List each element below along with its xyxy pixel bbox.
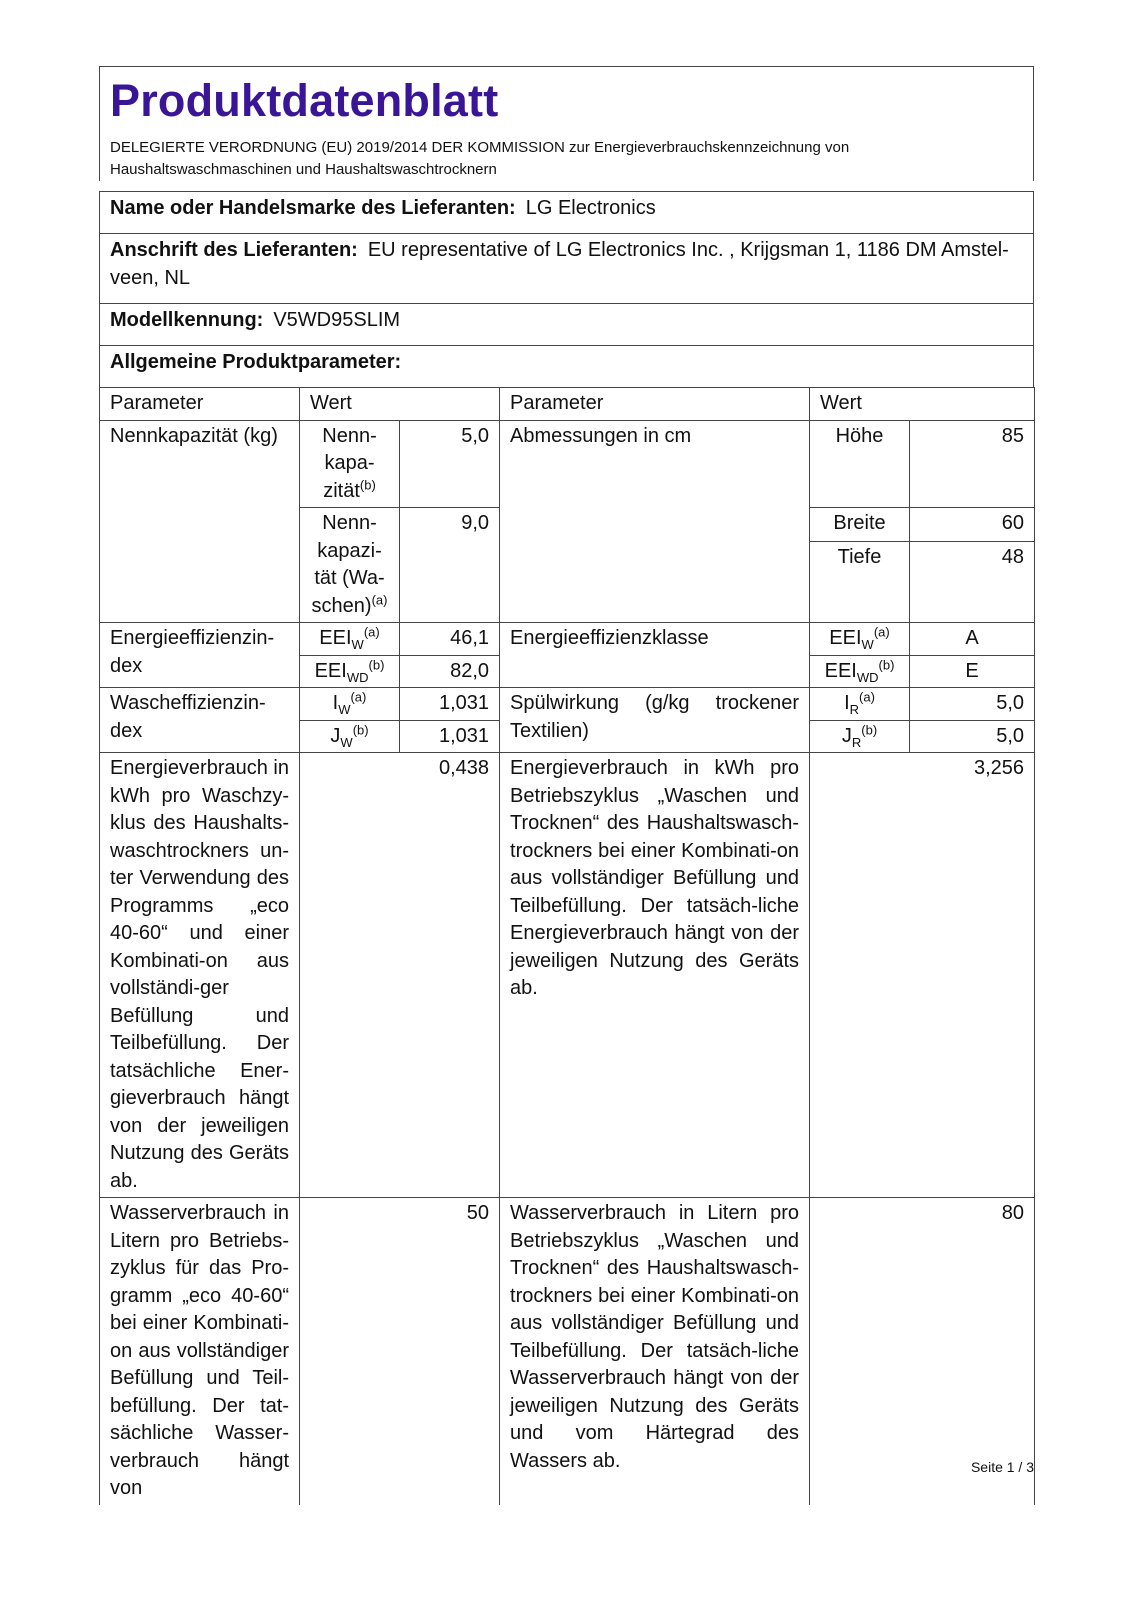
- table-header-row: [100, 388, 1035, 421]
- table-row: [100, 623, 1035, 656]
- rinse-symbol-1-mark: (a): [859, 689, 875, 705]
- general-parameters-row: [99, 345, 1034, 387]
- wash-symbol-2-mark: (b): [352, 721, 369, 737]
- wash-symbol-2-sub: W: [340, 734, 353, 750]
- wash-symbol-1-sub: W: [338, 702, 351, 717]
- eei-symbol-2-base: EEI: [314, 659, 347, 682]
- eclass-symbol-2-base: EEI: [824, 659, 857, 682]
- rinse-symbol-1-sub: R: [849, 702, 860, 717]
- address-row: [99, 233, 1034, 303]
- eei-symbol-1-mark: (a): [363, 624, 380, 640]
- table-row: [100, 753, 1035, 1198]
- table-row: [100, 1198, 1035, 1505]
- wash-symbol-1-base: I: [332, 692, 339, 714]
- water-wash-label: Wasserverbrauch in Litern pro Betriebs-zyklus für das Pro-gramm „eco 40-60“ bei einer Kombinati-on aus vollständiger Befüllung und Teil-befüllung. Der tat-sächliche Wasser-verbrauch hängt von: [100, 1198, 300, 1505]
- eei-symbol-2: [300, 655, 400, 688]
- eclass-symbol-2: [810, 655, 910, 688]
- capacity-sub2: [300, 508, 400, 623]
- page-number: Seite 1 / 3: [970, 1459, 1034, 1475]
- eclass-symbol-1: [810, 623, 910, 656]
- eclass-symbol-1-base: EEI: [829, 627, 862, 649]
- wash-value-1: 1,031: [400, 688, 500, 721]
- header-parameter-2: Parameter: [500, 388, 810, 421]
- eei-symbol-1: [300, 623, 400, 656]
- header-value-2: Wert: [810, 388, 1035, 421]
- rinse-value-2: 5,0: [910, 720, 1035, 753]
- depth-value: 48: [910, 542, 1035, 623]
- width-label: Breite: [810, 508, 910, 542]
- rinse-label: Spülwirkung (g/kg trockener Textilien): [500, 688, 810, 753]
- water-washdry-value: 80: [810, 1198, 1035, 1505]
- model-row: [99, 303, 1034, 345]
- supplier-row: [99, 191, 1034, 233]
- water-washdry-label: Wasserverbrauch in Litern pro Betriebszyklus „Waschen und Trocknen“ des Haushaltswasch-trockners bei einer Kombinati-on aus vollständiger Befüllung und Teilbefüllung. Der tatsäch-liche Wasserverbrauch hängt von der jeweiligen Nutzung des Geräts und vom Härtegrad des Wassers ab.: [500, 1198, 810, 1505]
- energy-washdry-label: Energieverbrauch in kWh pro Betriebszyklus „Waschen und Trocknen“ des Haushaltswasch-trockners bei einer Kombinati-on aus vollständiger Befüllung und Teilbefüllung. Der tatsäch-liche Energieverbrauch hängt von der jeweiligen Nutzung des Geräts ab.: [500, 753, 810, 1198]
- eei-symbol-2-sub: WD: [346, 669, 369, 685]
- energy-wash-label: Energieverbrauch in kWh pro Waschzy-klus des Haushalts-waschtrockners un-ter Verwendung des Programms „eco 40-60“ und einer Kombinati-on aus vollständi-ger Befüllung und Teilbefüllung. Der tatsächliche Ener-gieverbrauch hängt von der jeweiligen Nutzung des Geräts ab.: [100, 753, 300, 1198]
- rinse-symbol-1: [810, 688, 910, 721]
- general-parameters-heading: Allgemeine Produktparameter:: [110, 351, 402, 373]
- eei-symbol-1-base: EEI: [319, 627, 352, 649]
- eei-value-2: 82,0: [400, 655, 500, 688]
- depth-label: Tiefe: [810, 542, 910, 623]
- supplier-label: Name oder Handelsmarke des Lieferanten:: [110, 197, 516, 219]
- dimensions-label: Abmessungen in cm: [500, 420, 810, 623]
- eclass-symbol-2-mark: (b): [878, 656, 895, 672]
- eei-symbol-2-mark: (b): [368, 656, 385, 672]
- capacity-val1: 5,0: [400, 420, 500, 508]
- capacity-sub2-text: Nenn-kapazi-tät (Wa-schen): [311, 512, 385, 617]
- rinse-symbol-1-base: I: [844, 692, 850, 714]
- capacity-sub1: [300, 420, 400, 508]
- rinse-symbol-2-base: J: [841, 724, 852, 747]
- eei-value-1: 46,1: [400, 623, 500, 656]
- rinse-symbol-2-mark: (b): [861, 721, 878, 737]
- height-label: Höhe: [810, 420, 910, 508]
- eclass-value-1: A: [910, 623, 1035, 656]
- header-parameter: Parameter: [100, 388, 300, 421]
- address-label: Anschrift des Lieferanten:: [110, 239, 358, 261]
- height-value: 85: [910, 420, 1035, 508]
- product-data-sheet: [99, 66, 1034, 1505]
- capacity-sub1-mark: (b): [359, 476, 376, 492]
- table-row: [100, 688, 1035, 721]
- eclass-symbol-1-mark: (a): [873, 624, 890, 640]
- supplier-value: LG Electronics: [525, 197, 656, 219]
- wash-symbol-2-base: J: [330, 724, 341, 747]
- regulation-subtitle: DELEGIERTE VERORDNUNG (EU) 2019/2014 DER KOMMISSION zur Energieverbrauchskennzeichnung von Haushaltswaschmaschinen und Haushaltswaschtrocknern: [110, 139, 850, 178]
- table-row: [100, 420, 1035, 508]
- wash-label: Wascheffizienzin-dex: [100, 688, 300, 753]
- width-value: 60: [910, 508, 1035, 542]
- wash-symbol-1: [300, 688, 400, 721]
- eclass-label: Energieeffizienzklasse: [500, 623, 810, 688]
- eclass-value-2: E: [910, 655, 1035, 688]
- page-title: Produktdatenblatt: [110, 75, 499, 126]
- water-wash-value: 50: [300, 1198, 500, 1505]
- wash-symbol-1-mark: (a): [350, 689, 367, 705]
- capacity-sub2-mark: (a): [371, 591, 388, 607]
- energy-wash-value: 0,438: [300, 753, 500, 1198]
- eei-symbol-1-sub: W: [351, 637, 364, 652]
- parameter-table: [99, 387, 1035, 1505]
- model-value: V5WD95SLIM: [273, 309, 401, 331]
- wash-symbol-2: [300, 720, 400, 753]
- capacity-label: Nennkapazität (kg): [100, 420, 300, 623]
- model-label: Modellkennung:: [110, 309, 264, 331]
- eclass-symbol-2-sub: WD: [856, 669, 879, 685]
- header-value: Wert: [300, 388, 500, 421]
- eei-label: Energieeffizienzin-dex: [100, 623, 300, 688]
- rinse-value-1: 5,0: [910, 688, 1035, 721]
- rinse-symbol-2-sub: R: [851, 734, 862, 750]
- wash-value-2: 1,031: [400, 720, 500, 753]
- capacity-sub1-text: Nenn-kapa-zität: [322, 424, 377, 502]
- energy-washdry-value: 3,256: [810, 753, 1035, 1198]
- eclass-symbol-1-sub: W: [861, 637, 874, 652]
- rinse-symbol-2: [810, 720, 910, 753]
- sheet-header: [99, 66, 1034, 181]
- capacity-val2: 9,0: [400, 508, 500, 623]
- address-value: EU representative of LG Electronics Inc. , Krijgsman 1, 1186 DM Amstel-veen, NL: [110, 239, 1009, 289]
